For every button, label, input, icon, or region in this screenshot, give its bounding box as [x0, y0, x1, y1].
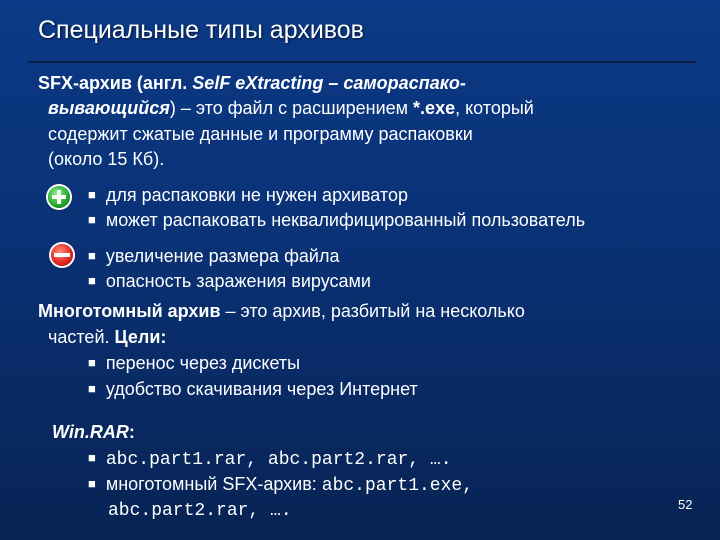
- sfx-term-continued: вывающийся: [48, 98, 170, 118]
- sfx-definition-text-end: , который: [455, 98, 534, 118]
- winrar-colon: :: [128, 422, 135, 442]
- goal-item-1: [88, 352, 300, 376]
- goals-label: Цели:: [114, 327, 167, 347]
- square-bullet-icon: ■: [88, 273, 96, 288]
- sfx-term: SFX-архив (англ.: [38, 73, 188, 93]
- con-item-2-text: опасность заражения вирусами: [105, 271, 371, 291]
- title-divider: [28, 61, 696, 63]
- minus-circle-icon: [51, 244, 73, 266]
- winrar-item-2: [88, 473, 473, 497]
- sfx-definition-line4: (около 15 Кб).: [48, 149, 165, 169]
- square-bullet-icon: ■: [88, 212, 96, 227]
- goal-item-1-text: перенос через дискеты: [105, 353, 301, 373]
- winrar-heading: [52, 421, 135, 443]
- winrar-item-1-text: abc.part1.rar, abc.part2.rar, ….: [105, 450, 452, 470]
- goal-item-2: [88, 378, 418, 402]
- square-bullet-icon: ■: [88, 450, 96, 465]
- con-item-1-text: увеличение размера файла: [105, 246, 340, 266]
- sfx-definition-line2: [48, 97, 534, 119]
- multivolume-definition-line1: [38, 300, 525, 322]
- pro-item-2-text: может распаковать неквалифицированный пользователь: [105, 210, 586, 230]
- plus-circle-icon: [48, 186, 70, 208]
- winrar-item-2-text: многотомный SFX-архив:: [105, 474, 322, 494]
- winrar-item-1: [88, 447, 452, 471]
- square-bullet-icon: ■: [88, 187, 96, 202]
- sfx-english-term: SelF eXtracting – самораспако-: [192, 73, 466, 93]
- square-bullet-icon: ■: [88, 248, 96, 263]
- multivolume-term: Многотомный архив: [38, 301, 221, 321]
- sfx-extension: *.exe: [413, 98, 456, 118]
- square-bullet-icon: ■: [88, 476, 96, 491]
- sfx-definition-line1: [38, 72, 466, 94]
- sfx-definition-text: ) – это файл с расширением: [169, 98, 414, 118]
- goal-item-2-text: удобство скачивания через Интернет: [105, 379, 418, 399]
- con-item-1: [88, 245, 339, 269]
- pro-item-2: [88, 209, 585, 233]
- square-bullet-icon: ■: [88, 381, 96, 396]
- pro-item-1-text: для распаковки не нужен архиватор: [105, 185, 408, 205]
- square-bullet-icon: ■: [88, 355, 96, 370]
- slide-title: Специальные типы архивов: [38, 16, 364, 44]
- con-item-2: [88, 270, 371, 294]
- page-number: 52: [678, 497, 693, 512]
- multivolume-def: – это архив, разбитый на несколько: [220, 301, 525, 321]
- winrar-label: Win.RAR: [52, 422, 129, 442]
- multivolume-parts: частей.: [48, 327, 115, 347]
- multivolume-definition-line2: [48, 326, 166, 348]
- winrar-item-2-continued: abc.part2.rar, ….: [108, 501, 292, 521]
- pro-item-1: [88, 184, 408, 208]
- winrar-item-2-code: abc.part1.exe,: [321, 476, 474, 496]
- sfx-definition-line3: содержит сжатые данные и программу распаковки: [48, 124, 473, 144]
